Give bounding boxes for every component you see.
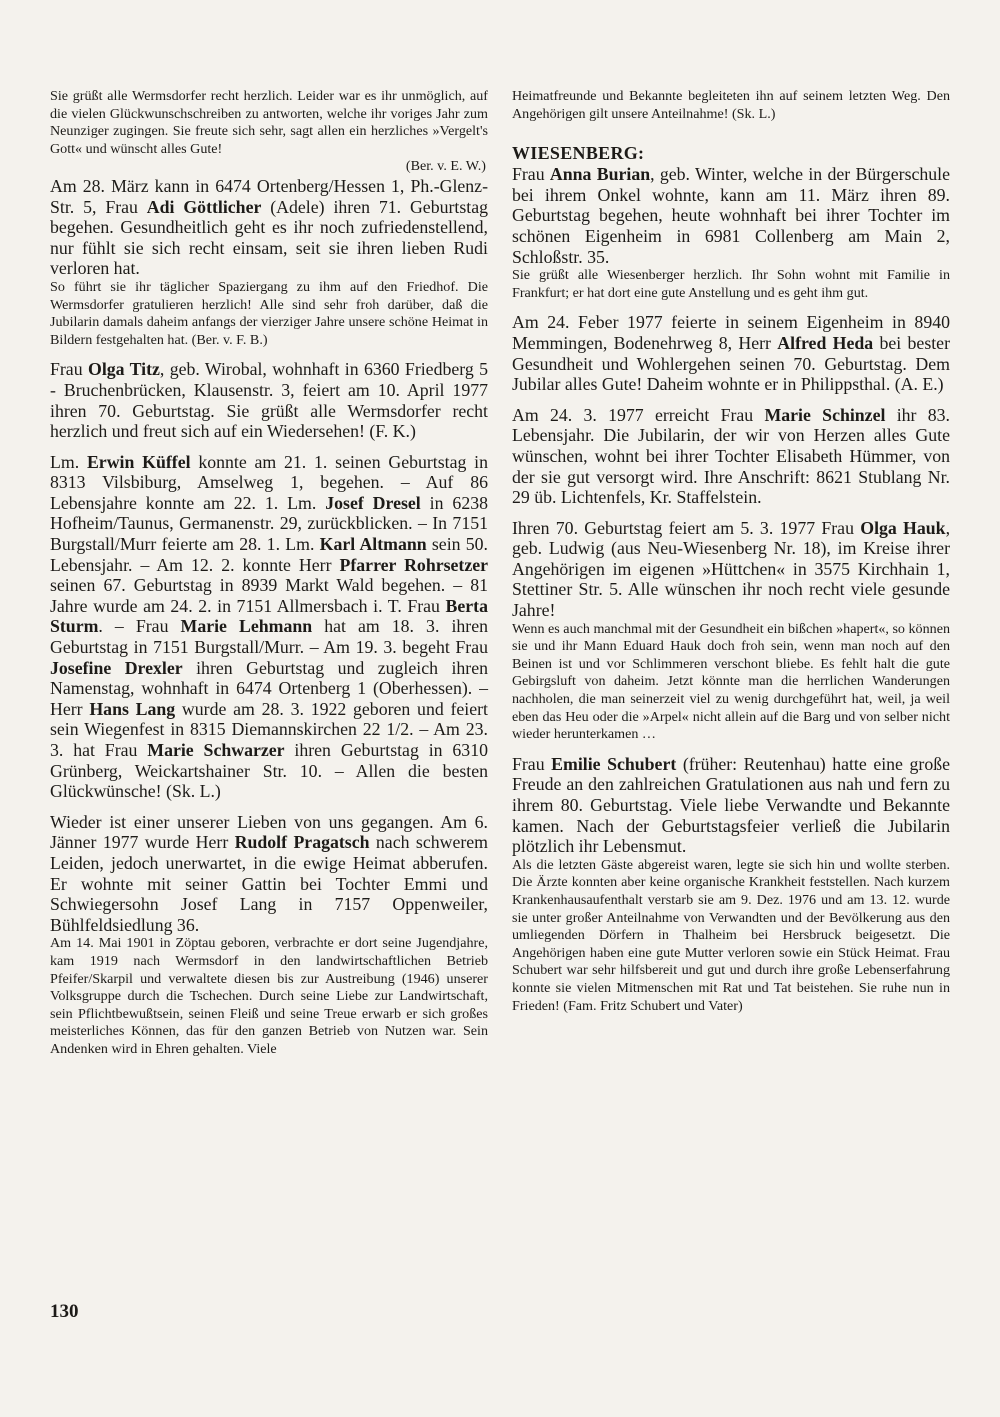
right-column [512,88,950,1015]
left-p1-signature: (Ber. v. E. W.) [405,158,486,175]
page-number: 130 [50,1301,79,1322]
left-column [50,88,488,1059]
section-heading-wiesenberg: WIESENBERG: [512,143,645,164]
right-p4: Am 24. Feber 1977 feierte in seinem Eigenheim in 8940 Memmingen, Bodenehrweg 8, Herr Alfred Heda bei bester Gesundheit und Wohlergehen seinen 70. Geburtstag. Dem Jubilar alles Gute! Daheim wohnte er in Philippsthal. (A. E.) [512,312,950,395]
right-p6: Ihren 70. Geburtstag feiert am 5. 3. 1977 Frau Olga Hauk, geb. Ludwig (aus Neu-Wiesenberg Nr. 18), im Kreise ihrer Angehörigen im eigenen »Hüttchen« in 3575 Kirchhain 1, Stettiner Str. 5. Alle wünschen ihr noch recht viele gesunde Jahre! [512,517,951,621]
left-p4: Frau Olga Titz, geb. Wirobal, wohnhaft in 6360 Friedberg 5 - Bruchenbrücken, Klausenstr. 3, feiert am 10. April 1977 ihren 70. Geburtstag. Sie grüßt alle Wermsdorfer recht herzlich und freut sich auf ein Wiedersehen! (F. K.) [50,359,489,442]
left-p2: Am 28. März kann in 6474 Ortenberg/Hessen 1, Ph.-Glenz-Str. 5, Frau Adi Göttlicher (Adele) ihren 71. Geburtstag begehen. Gesundheitlich geht es ihr noch zufriedenstellend, nur fühlt sie sich recht einsam, seit sie ihren lieben Rudi verloren hat. [50,175,488,279]
right-p5: Am 24. 3. 1977 erreicht Frau Marie Schinzel ihr 83. Lebensjahr. Die Jubilarin, der wir von Herzen alles Gute wünschen, wohnt bei ihrer Tochter Elisabeth Hümmer, von der sie gut versorgt wird. Ihre Anschrift: 8621 Stublang Nr. 29 üb. Lichtenfels, Kr. Staffelstein. [512,404,950,508]
right-p8: Frau Emilie Schubert (früher: Reutenhau) hatte eine große Freude an den zahlreichen Gratulationen aus nah und fern zu ihrem 80. Geburtstag. Viele liebe Verwandte und Bekannte kamen. Nach der Geburtstagsfeier verließ die Jubilarin plötzlich ihr Lebensmut. [512,753,950,857]
left-p3: So führt sie ihr täglicher Spaziergang zu ihm auf den Friedhof. Die Wermsdorfer gratulieren herzlich! Alle sind sehr froh darüber, daß die Jubilarin damals daheim anfangs der vierziger Jahre unsere schöne Heimat in Bildern festgehalten hat. (Ber. v. F. B.) [50,278,488,348]
right-p7: Wenn es auch manchmal mit der Gesundheit ein bißchen »hapert«, so können sie und ihr Mann Eduard Hauk doch froh sein, wenn man noch auf den Beinen ist und vor Schlimmeren verschont bliebe. Es fehlt halt die gute Gebirgsluft von daheim. Jetzt könnte man die herrlichen Wanderungen nachholen, die man seinerzeit viel zu wenig durchgeführt hat, weil, ja weil eben das Heu oder die »Arpel« nicht allein auf die Barg und von selber nicht wieder herunterkamen … [512,620,950,743]
left-p7: Am 14. Mai 1901 in Zöptau geboren, verbrachte er dort seine Jugendjahre, kam 1919 nach Wermsdorf in den landwirtschaftlichen Betrieb Pfeifer/Skarpil und verwaltete diesen bis zur Austreibung (1946) unserer Volksgruppe durch die Tschechen. Durch seine Liebe zur Landwirtschaft, sein Pflichtbewußtsein, seinen Fleiß und seine Treue erwarb er sich großes meisterliches Können, das für den ganzen Betrieb von Nutzen war. Sein Andenken wird in Ehren gehalten. Viele [50,935,488,1057]
right-p3: Sie grüßt alle Wiesenberger herzlich. Ihr Sohn wohnt mit Familie in Frankfurt; er hat dort eine gute Anstellung und es geht ihm gut. [512,267,950,301]
right-p1: Heimatfreunde und Bekannte begleiteten ihn auf seinem letzten Weg. Den Angehörigen gilt unsere Anteilnahme! (Sk. L.) [512,88,950,122]
right-p9: Als die letzten Gäste abgereist waren, legte sie sich hin und wollte sterben. Die Ärzte konnten aber keine organische Krankheit feststellen. Nach kurzem Krankenhausaufenthalt verstarb sie am 9. Dez. 1976 und am 13. 12. wurde sie unter großer Anteilnahme von Verwandten und der Bevölkerung aus den umliegenden Dörfern in Thalheim bei Hersbruck beigesetzt. Die Angehörigen haben eine gute Mutter verloren sowie ein Stück Heimat. Frau Schubert war sehr hilfsbereit und gut und durch ihre große Lebenserfahrung konnte sie vielen Mitmenschen mit Rat und Tat beistehen. Sie ruhe nun in Frieden! (Fam. Fritz Schubert und Vater) [512,856,950,1014]
left-p5: Lm. Erwin Küffel konnte am 21. 1. seinen Geburtstag in 8313 Vilsbiburg, Amselweg 1, begehen. – Auf 86 Lebensjahre konnte am 22. 1. Lm. Josef Dresel in 6238 Hofheim/Taunus, Germanenstr. 29, zurückblicken. – In 7151 Burgstall/Murr feierte am 28. 1. Lm. Karl Altmann sein 50. Lebensjahr. – Am 12. 2. konnte Herr Pfarrer Rohrsetzer seinen 67. Geburtstag in 8939 Markt Wald begehen. – 81 Jahre wurde am 24. 2. in 7151 Allmersbach i. T. Frau Berta Sturm. – Frau Marie Lehmann hat am 18. 3. ihren Geburtstag in 7151 Burgstall/Murr. – Am 19. 3. begeht Frau Josefine Drexler ihren Geburtstag und zugleich ihren Namenstag, wohnhaft in 6474 Ortenberg 1 (Oberhessen). – Herr Hans Lang wurde am 28. 3. 1922 geboren und feiert sein Wiegenfest in 8315 Diemannskirchen 22 1/2. – Am 23. 3. hat Frau Marie Schwarzer ihren Geburtstag in 6310 Grünberg, Weickartshainer Str. 10. – Allen die besten Glückwünsche! (Sk. L.) [50,451,489,802]
left-p1: Sie grüßt alle Wermsdorfer recht herzlich. Leider war es ihr unmöglich, auf die vielen Glückwunschschreiben zu antworten, welche ihr voriges Jahr zum Neunziger zugingen. Sie freute sich sehr, sagt allen ein herzliches »Vergelt's Gott« und wünscht alles Gute! [50,88,488,157]
left-p6: Wieder ist einer unserer Lieben von uns gegangen. Am 6. Jänner 1977 wurde Herr Rudolf Pragatsch nach schwerem Leiden, jedoch unerwartet, in die ewige Heimat abberufen. Er wohnte mit seiner Gattin bei Tochter Emmi und Schwiegersohn Josef Lang in 7157 Oppenweiler, Bühlfeldsiedlung 36. [50,811,488,935]
right-p2: Frau Anna Burian, geb. Winter, welche in der Bürgerschule bei ihrem Onkel wohnte, kann am 11. März ihren 89. Geburtstag begehen, heute wohnhaft bei ihrer Tochter im schönen Eigenheim in 6981 Collenberg am Main 2, Schloßstr. 35. [512,164,950,267]
